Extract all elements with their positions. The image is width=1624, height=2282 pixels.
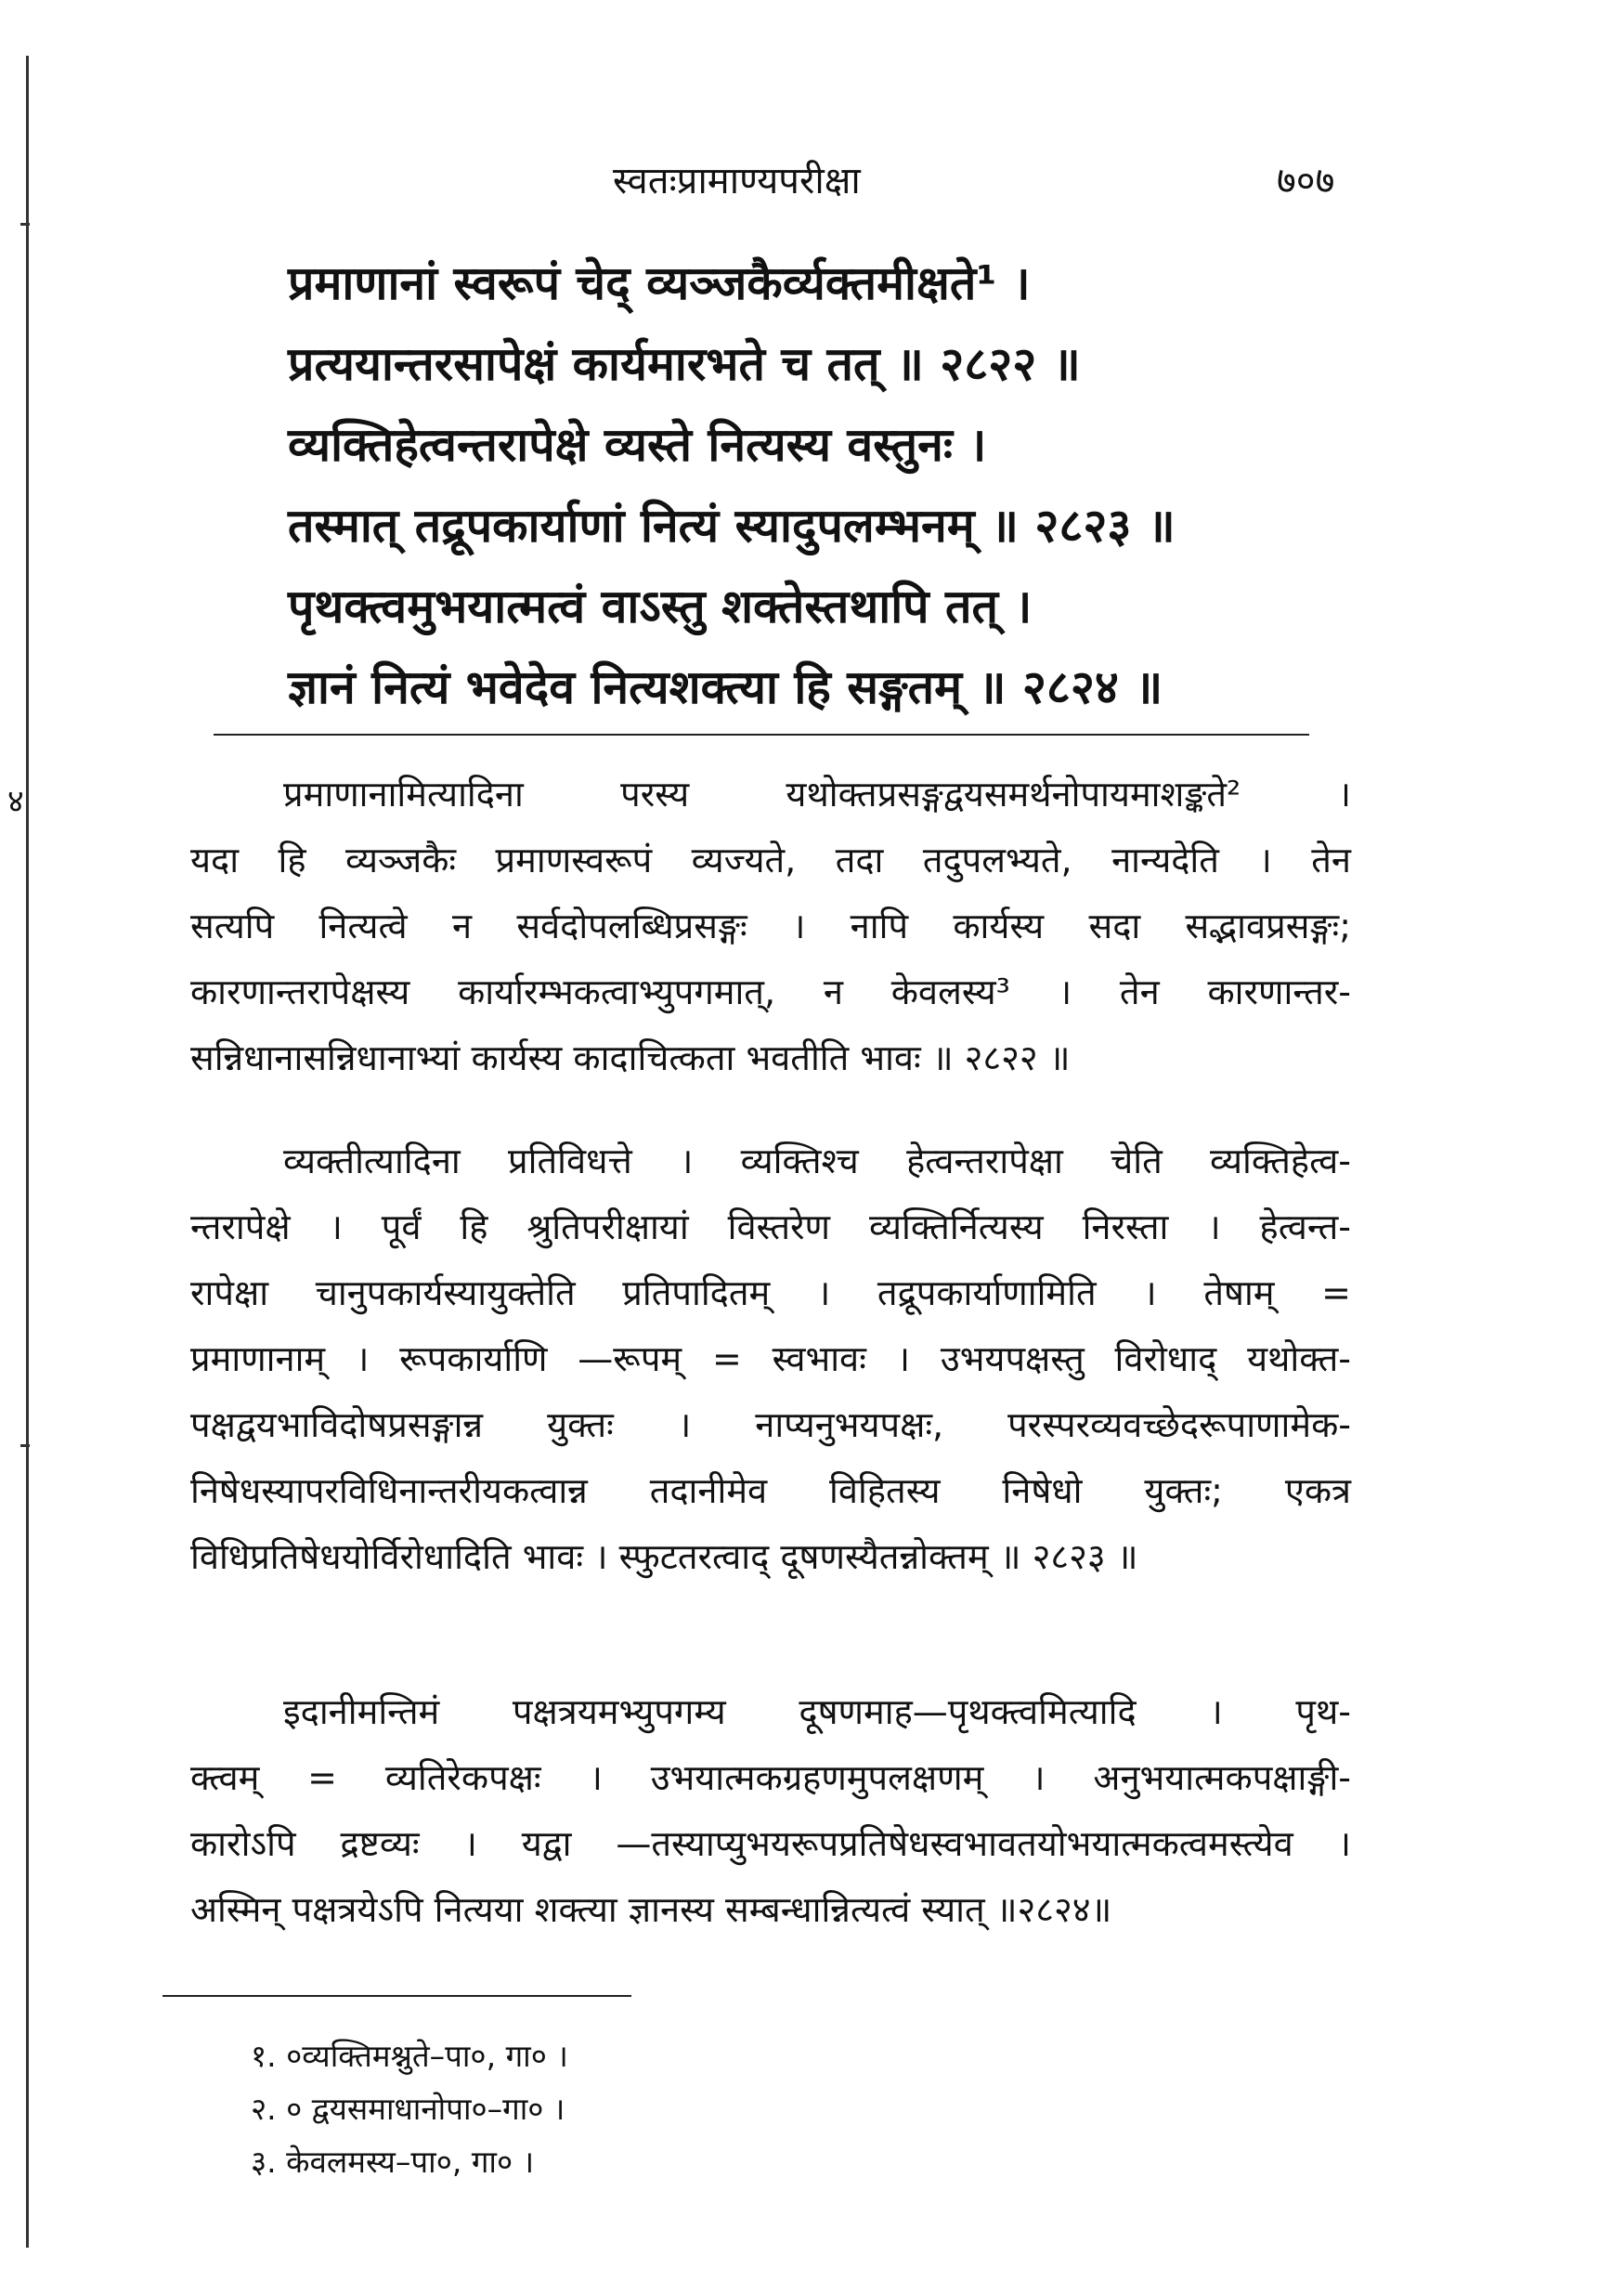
verse-line: ज्ञानं नित्यं भवेदेव नित्यशक्त्या हि सङ्गतम् ॥ २८२४ ॥: [288, 660, 1163, 714]
footnotes-block: [251, 2029, 568, 2188]
commentary-line: न्तरापेक्षे । पूर्वं हि श्रुतिपरीक्षायां विस्तरेण व्यक्तिर्नित्यस्य निरस्ता । हेत्वन्त-: [190, 1206, 1351, 1247]
commentary-line: सन्निधानासन्निधानाभ्यां कार्यस्य कादाचित्कता भवतीति भावः ॥ २८२२ ॥: [190, 1037, 1071, 1078]
verse-line: प्रत्ययान्तरसापेक्षं कार्यमारभते च तत् ॥ २८२२ ॥: [288, 337, 1081, 391]
commentary-line: इदानीमन्तिमं पक्षत्रयमभ्युपगम्य दूषणमाह—पृथक्त्वमित्यादि । पृथ-: [283, 1691, 1351, 1732]
footnote: २. ० द्वयसमाधानोपा०–गा० ।: [251, 2091, 565, 2127]
commentary-line: सत्यपि नित्यत्वे न सर्वदोपलब्धिप्रसङ्गः । नापि कार्यस्य सदा सद्भावप्रसङ्गः;: [190, 906, 1351, 946]
commentary-line: व्यक्तीत्यादिना प्रतिविधत्ते । व्यक्तिश्च हेत्वन्तरापेक्षा चेति व्यक्तिहेत्व-: [283, 1141, 1351, 1181]
commentary-line: प्रमाणानाम् । रूपकार्याणि —रूपम् = स्वभावः । उभयपक्षस्तु विरोधाद् यथोक्त-: [190, 1338, 1351, 1379]
commentary-line: यदा हि व्यञ्जकैः प्रमाणस्वरूपं व्यज्यते, तदा तदुपलभ्यते, नान्यदेति । तेन: [190, 840, 1351, 880]
binding-tick-mark: [20, 1444, 30, 1447]
commentary-line: कारोऽपि द्रष्टव्यः । यद्वा —तस्याप्युभयरूपप्रतिषेधस्वभावतयोभयात्मकत्वमस्त्येव ।: [190, 1823, 1351, 1864]
verse-line: व्यक्तिहेत्वन्तरापेक्षे व्यस्ते नित्यस्य वस्तुनः ।: [288, 418, 987, 472]
commentary-paragraph: [190, 1679, 1351, 1943]
verse-block: [288, 243, 1402, 728]
commentary-line: अस्मिन् पक्षत्रयेऽपि नित्यया शक्त्या ज्ञानस्य सम्बन्धान्नित्यत्वं स्यात् ॥२८२४॥: [190, 1889, 1112, 1930]
footnote: ३. केवलमस्य–पा०, गा० ।: [251, 2144, 535, 2180]
commentary-paragraph: [190, 1128, 1351, 1590]
commentary-line: विधिप्रतिषेधयोर्विरोधादिति भावः । स्फुटतरत्वाद् दूषणस्यैतन्नोक्तम् ॥ २८२३ ॥: [190, 1536, 1138, 1577]
commentary-line: प्रमाणानामित्यादिना परस्य यथोक्तप्रसङ्गद्वयसमर्थनोपायमाशङ्कते² ।: [283, 774, 1351, 815]
margin-mark: ४: [7, 783, 24, 820]
verse-line: प्रमाणानां स्वरूपं चेद् व्यञ्जकैर्व्यक्तमीक्षते¹ ।: [288, 256, 1031, 310]
commentary-line: क्त्वम् = व्यतिरेकपक्षः । उभयात्मकग्रहणमुपलक्षणम् । अनुभयात्मकपक्षाङ्गी-: [190, 1757, 1351, 1798]
commentary-paragraph: [190, 762, 1351, 1091]
verse-line: तस्मात् तद्रूपकार्याणां नित्यं स्यादुपलम्भनम् ॥ २८२३ ॥: [288, 499, 1176, 553]
page-header: [0, 153, 1624, 209]
commentary-line: कारणान्तरापेक्षस्य कार्यारम्भकत्वाभ्युपगमात्, न केवलस्य³ । तेन कारणान्तर-: [190, 971, 1351, 1012]
commentary-line: पक्षद्वयभाविदोषप्रसङ्गान्न युक्तः । नाप्यनुभयपक्षः, परस्परव्यवच्छेदरूपाणामेक-: [190, 1404, 1351, 1445]
page-number: ७०७: [1277, 160, 1335, 202]
footnote-divider-rule: [162, 1995, 631, 1997]
verse-divider-rule: [214, 734, 1309, 736]
binding-edge-line: [26, 56, 29, 2248]
commentary-line: निषेधस्यापरविधिनान्तरीयकत्वान्न तदानीमेव विहितस्य निषेधो युक्तः; एकत्र: [190, 1470, 1351, 1511]
binding-tick-mark: [20, 223, 30, 226]
running-title: स्वतःप्रामाण्यपरीक्षा: [613, 160, 861, 202]
footnote: १. ०व्यक्तिमश्नुते–पा०, गा० ।: [251, 2038, 568, 2074]
commentary-line: रापेक्षा चानुपकार्यस्यायुक्तेति प्रतिपादितम् । तद्रूपकार्याणामिति । तेषाम् =: [190, 1272, 1351, 1313]
verse-line: पृथक्त्वमुभयात्मत्वं वाऽस्तु शक्तेस्तथापि तत् ।: [288, 580, 1033, 633]
